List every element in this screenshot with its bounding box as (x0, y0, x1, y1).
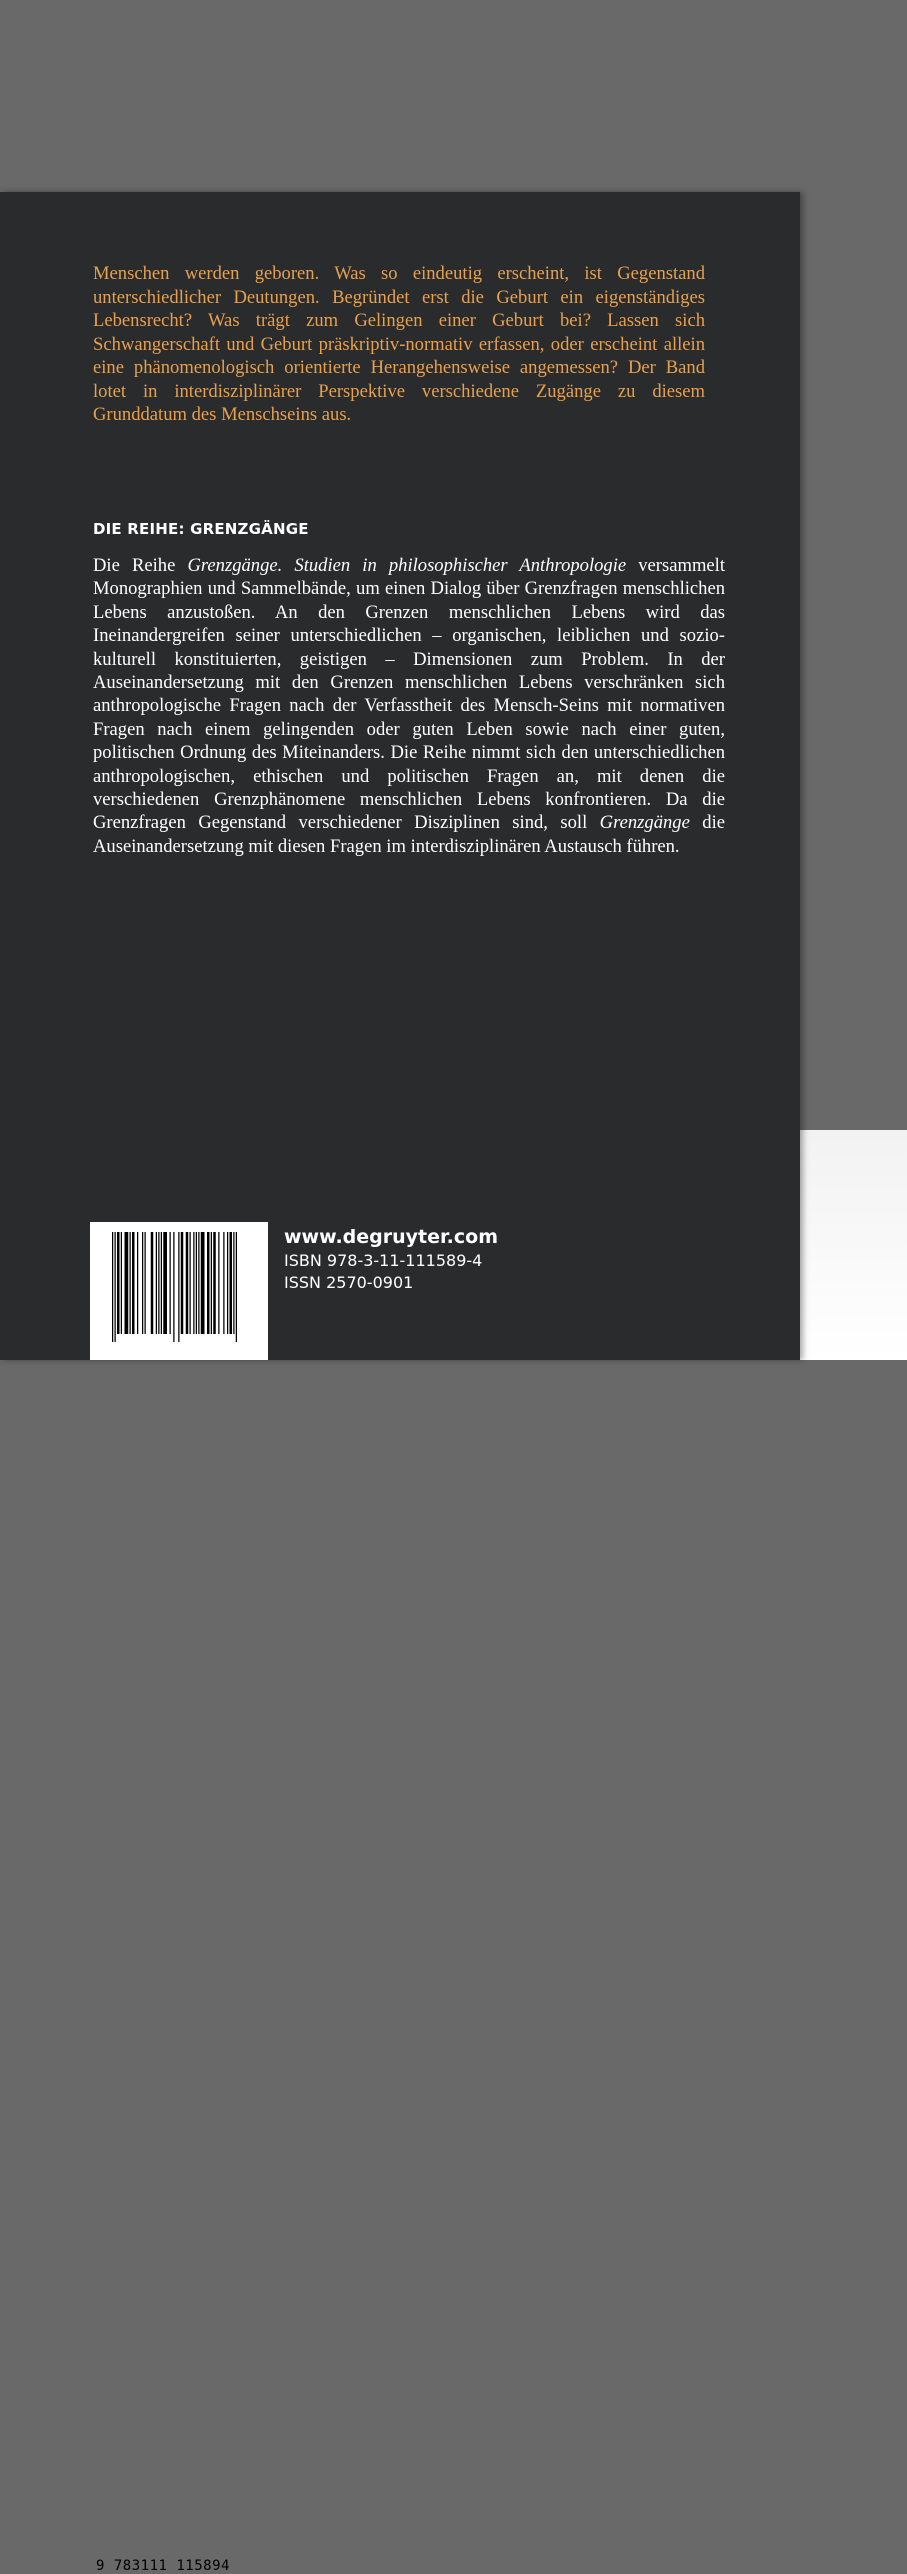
barcode-bar (163, 1232, 167, 1334)
blurb-text: Menschen werden geboren. Was so eindeutig erscheint, ist Gegenstand unterschiedlicher Deutungen. Begründet erst die Geburt ein eigenständiges Lebensrecht? Was trägt zum Gelingen einer Geburt bei? Lassen sich Schwangerschaft und Geburt präskriptiv-normativ erfassen, oder erscheint allein eine phänomenologisch orientierte Herangehensweise angemessen? Der Band lotet in interdisziplinärer Perspektive verschiedene Zugänge zu diesem Grunddatum des Menschseins aus. (93, 263, 705, 425)
barcode-bar (142, 1232, 143, 1334)
series-heading: DIE REIHE: GRENZGÄNGE (93, 520, 309, 538)
series-text-part1: versammelt Monographien und Sammelbände, um einen Dialog über Grenzfragen menschlichen Lebens anzustoßen. An den Grenzen menschlichen Lebens wird das Ineinandergreifen seiner unterschiedlichen – organischen, leiblichen und sozio-kulturell konstituierten, geistigen – Dimensionen zum Problem. In der Auseinandersetzung mit den Grenzen menschlichen Lebens verschränken sich anthropologische Fragen nach der Verfasstheit des Mensch-Seins mit normativen Fragen nach einem gelingenden oder guten Leben sowie nach einer guten, politischen Ordnung des Miteinanders. Die Reihe nimmt sich den unterschiedlichen anthropologischen, ethischen und politischen Fragen an, mit denen die verschiedenen Grenzphänomene menschlichen Lebens konfrontieren. Da die Grenzfragen Gegenstand verschiedener Disziplinen sind, soll (93, 555, 725, 834)
barcode-digits: 9 783111 115894 (96, 2558, 230, 2574)
barcode-bar (201, 1232, 205, 1334)
barcode-bar (196, 1232, 197, 1334)
barcode-bar (181, 1232, 184, 1334)
barcode-bar (121, 1232, 122, 1334)
series-text-part2: die Auseinandersetzung mit diesen Fragen im interdisziplinären Austausch führen. (93, 812, 725, 857)
barcode-bar (173, 1232, 174, 1342)
barcode-bar (193, 1232, 194, 1334)
barcode-bar (158, 1232, 159, 1334)
barcode-bar (145, 1232, 146, 1334)
publisher-imprint (284, 1224, 498, 1294)
barcode-bar (218, 1232, 219, 1334)
barcode-bar (236, 1232, 237, 1342)
barcode-bar (151, 1232, 154, 1334)
barcode-bar (161, 1232, 162, 1334)
barcode-bar (230, 1232, 233, 1334)
series-intro: Die Reihe (93, 555, 188, 576)
barcode-bar (137, 1232, 138, 1334)
barcode-bar (227, 1232, 228, 1334)
barcode-bar (223, 1232, 224, 1334)
barcode-bar (213, 1232, 216, 1334)
publisher-website: www.degruyter.com (284, 1226, 498, 1248)
series-title: Grenzgänge. Studien in philosophischer Anthropologie (187, 555, 627, 576)
series-description (93, 554, 725, 858)
barcode-bar (178, 1232, 179, 1342)
barcode (90, 1222, 268, 2574)
barcode-bar (198, 1232, 199, 1334)
barcode-bar (186, 1232, 189, 1334)
barcode-bar (190, 1232, 191, 1334)
barcode-bar (112, 1232, 113, 1342)
barcode-bar (130, 1232, 131, 1334)
barcode-bar (233, 1232, 234, 1334)
background-light-area (800, 1130, 907, 1360)
barcode-bar (132, 1232, 135, 1334)
barcode-bar (156, 1232, 157, 1334)
issn-number: ISSN 2570-0901 (284, 1273, 414, 1292)
barcode-bar (170, 1232, 171, 1334)
barcode-bar (115, 1232, 116, 1342)
isbn-number: ISBN 978-3-11-111589-4 (284, 1251, 483, 1270)
barcode-bar (207, 1232, 210, 1334)
series-name: Grenzgänge (599, 812, 690, 834)
barcode-bar (125, 1232, 129, 1334)
barcode-bars (90, 1222, 268, 1360)
barcode-bar (211, 1232, 212, 1334)
barcode-bar (117, 1232, 120, 1334)
